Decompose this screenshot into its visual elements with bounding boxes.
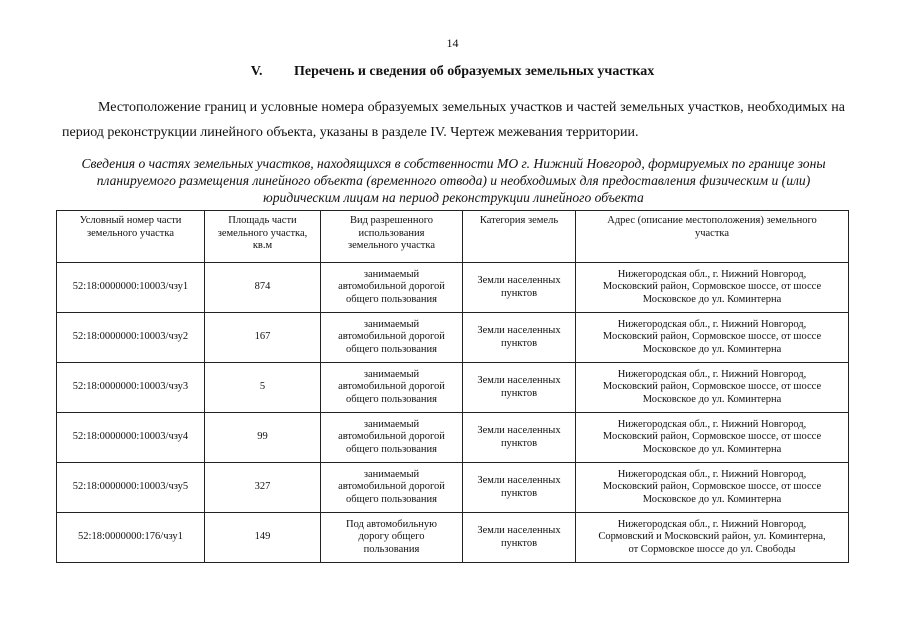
table-row bbox=[57, 463, 849, 513]
section-title: Перечень и сведения об образуемых земельных участках bbox=[294, 64, 655, 79]
header-address: Адрес (описание местоположения) земельного участка bbox=[576, 211, 849, 263]
header-area: Площадь части земельного участка, кв.м bbox=[205, 211, 321, 263]
cell-land-category: Земли населенных пунктов bbox=[463, 313, 576, 363]
cell-permitted-use: занимаемый автомобильной дорогой общего пользования bbox=[321, 263, 463, 313]
cell-area: 874 bbox=[205, 263, 321, 313]
cell-plot-number: 52:18:0000000:176/чзу1 bbox=[57, 513, 205, 563]
intro-paragraph: Местоположение границ и условные номера образуемых земельных участков и частей земельных участков, необходимых на период реконструкции линейного объекта, указаны в разделе IV. Чертеж межевания территории. bbox=[62, 100, 845, 140]
cell-address: Нижегородская обл., г. Нижний Новгород, Московский район, Сормовское шоссе, от шоссе Московское до ул. Коминтерна bbox=[576, 363, 849, 413]
land-plots-table bbox=[56, 210, 849, 563]
section-number: V. bbox=[250, 64, 263, 79]
cell-land-category: Земли населенных пунктов bbox=[463, 263, 576, 313]
cell-permitted-use: Под автомобильную дорогу общего пользования bbox=[321, 513, 463, 563]
table-row bbox=[57, 413, 849, 463]
page-number: 14 bbox=[446, 36, 459, 50]
cell-land-category: Земли населенных пунктов bbox=[463, 463, 576, 513]
cell-plot-number: 52:18:0000000:10003/чзу1 bbox=[57, 263, 205, 313]
cell-area: 99 bbox=[205, 413, 321, 463]
cell-address: Нижегородская обл., г. Нижний Новгород, Московский район, Сормовское шоссе, от шоссе Московское до ул. Коминтерна bbox=[576, 263, 849, 313]
cell-land-category: Земли населенных пунктов bbox=[463, 363, 576, 413]
table-row bbox=[57, 513, 849, 563]
cell-permitted-use: занимаемый автомобильной дорогой общего пользования bbox=[321, 363, 463, 413]
table-row bbox=[57, 313, 849, 363]
cell-address: Нижегородская обл., г. Нижний Новгород, Московский район, Сормовское шоссе, от шоссе Московское до ул. Коминтерна bbox=[576, 413, 849, 463]
cell-permitted-use: занимаемый автомобильной дорогой общего пользования bbox=[321, 313, 463, 363]
cell-plot-number: 52:18:0000000:10003/чзу4 bbox=[57, 413, 205, 463]
cell-area: 149 bbox=[205, 513, 321, 563]
cell-address: Нижегородская обл., г. Нижний Новгород, Сормовский и Московский район, ул. Коминтерна, от Сормовское шоссе до ул. Свободы bbox=[576, 513, 849, 563]
table-row bbox=[57, 263, 849, 313]
cell-land-category: Земли населенных пунктов bbox=[463, 513, 576, 563]
header-permitted-use: Вид разрешенного использования земельного участка bbox=[321, 211, 463, 263]
table-row bbox=[57, 363, 849, 413]
section-heading bbox=[0, 64, 905, 80]
header-land-category: Категория земель bbox=[463, 211, 576, 263]
cell-plot-number: 52:18:0000000:10003/чзу2 bbox=[57, 313, 205, 363]
table-caption: Сведения о частях земельных участков, находящихся в собственности МО г. Нижний Новгород, формируемых по границе зоны планируемого размещения линейного объекта (временного отвода) и необходимых для предоставления физическим и (или) юридическим лицам на период реконструкции линейного объекта bbox=[81, 156, 826, 205]
header-plot-number: Условный номер части земельного участка bbox=[57, 211, 205, 263]
cell-area: 167 bbox=[205, 313, 321, 363]
table-header-row bbox=[57, 211, 849, 263]
cell-address: Нижегородская обл., г. Нижний Новгород, Московский район, Сормовское шоссе, от шоссе Московское до ул. Коминтерна bbox=[576, 313, 849, 363]
cell-address: Нижегородская обл., г. Нижний Новгород, Московский район, Сормовское шоссе, от шоссе Московское до ул. Коминтерна bbox=[576, 463, 849, 513]
cell-permitted-use: занимаемый автомобильной дорогой общего пользования bbox=[321, 463, 463, 513]
cell-permitted-use: занимаемый автомобильной дорогой общего пользования bbox=[321, 413, 463, 463]
cell-area: 327 bbox=[205, 463, 321, 513]
cell-plot-number: 52:18:0000000:10003/чзу3 bbox=[57, 363, 205, 413]
cell-area: 5 bbox=[205, 363, 321, 413]
cell-plot-number: 52:18:0000000:10003/чзу5 bbox=[57, 463, 205, 513]
cell-land-category: Земли населенных пунктов bbox=[463, 413, 576, 463]
